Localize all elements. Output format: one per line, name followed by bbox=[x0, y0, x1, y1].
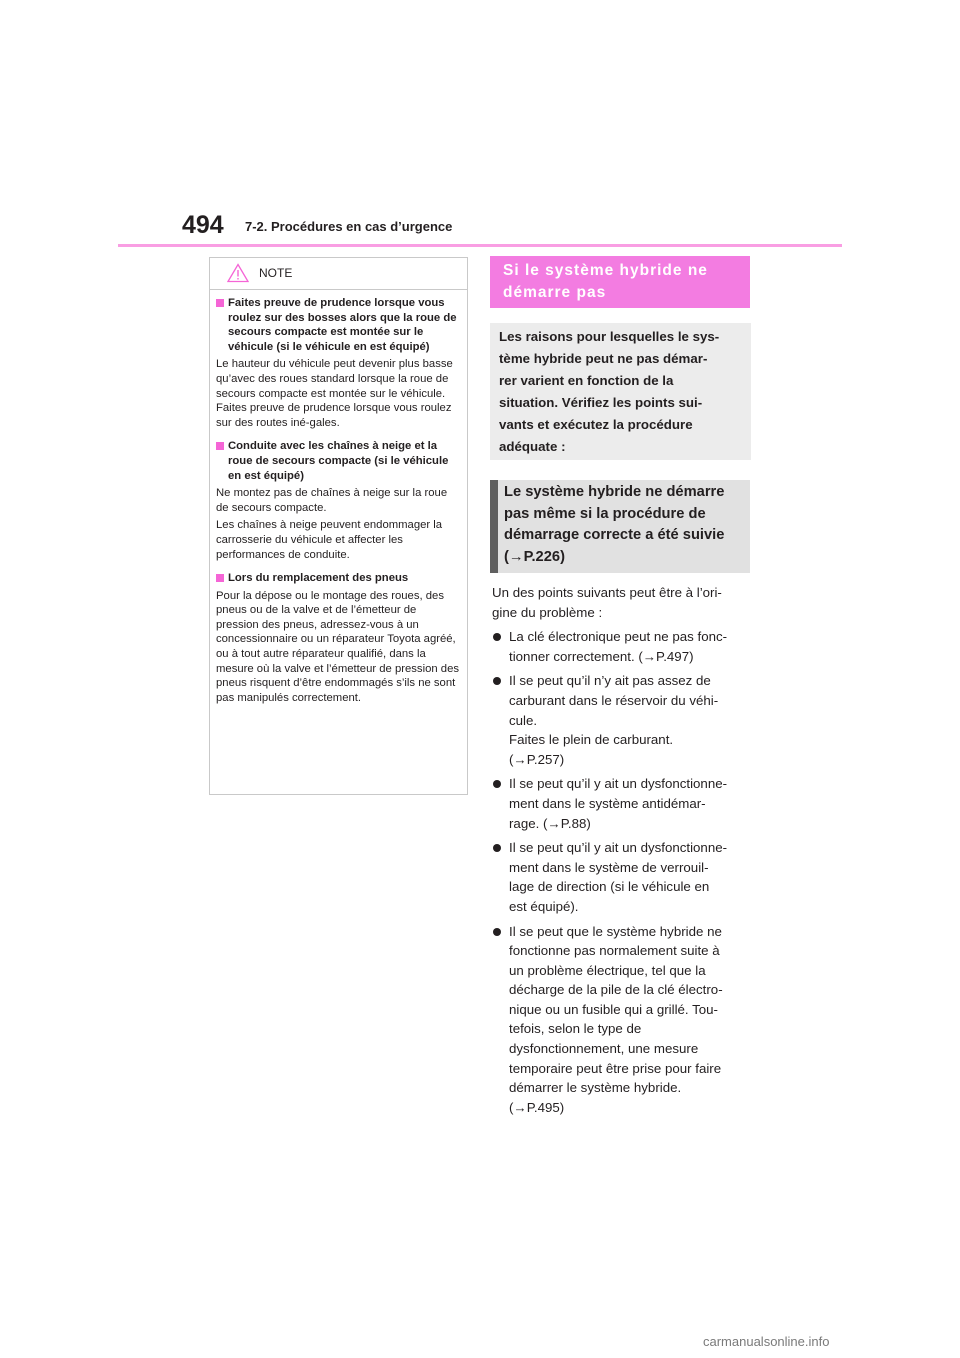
subsection-title-line: Le système hybride ne démarre bbox=[504, 484, 725, 500]
section-title bbox=[490, 256, 750, 308]
list-item-line: rage. (→P.88) bbox=[509, 815, 591, 831]
subsection-title-line: démarrage correcte a été suivie bbox=[504, 527, 725, 543]
square-bullet-icon bbox=[216, 574, 228, 582]
square-bullet-icon bbox=[216, 442, 228, 450]
list-item bbox=[492, 627, 754, 666]
note-paragraph: Les chaînes à neige peuvent endommager la carrosserie du véhicule et affecter les performances de conduite. bbox=[216, 519, 443, 561]
section-intro bbox=[490, 323, 751, 460]
body-column bbox=[492, 583, 754, 1122]
section-intro-line: adéquate : bbox=[499, 439, 566, 454]
subsection-title bbox=[490, 480, 750, 573]
square-bullet-icon bbox=[216, 299, 228, 307]
body-intro-line: Un des points suivants peut être à l’ori- bbox=[492, 585, 722, 600]
list-item-line: cule. bbox=[509, 712, 538, 728]
list-item-line: fonctionne pas normalement suite à bbox=[509, 943, 720, 959]
note-box bbox=[209, 257, 468, 795]
header-rule bbox=[118, 244, 842, 247]
list-item bbox=[492, 838, 754, 916]
note-paragraph: Ne montez pas de chaînes à neige sur la roue de secours compacte. bbox=[216, 487, 448, 514]
note-section-title-text: Lors du remplacement des pneus bbox=[228, 572, 409, 585]
note-section bbox=[216, 296, 461, 430]
subsection-title-line: pas même si la procédure de bbox=[504, 505, 706, 522]
list-item-line: un problème électrique, tel que la bbox=[509, 962, 706, 978]
list-item-line: ment dans le système antidémar- bbox=[509, 795, 706, 811]
list-item-line: Faites le plein de carburant. bbox=[509, 732, 674, 748]
list-item-line: lage de direction (si le véhicule en bbox=[509, 879, 710, 895]
list-item-line: dysfonctionnement, une mesure bbox=[509, 1041, 699, 1057]
subsection-title-line: (→P.226) bbox=[504, 548, 565, 565]
list-item-line: carburant dans le réservoir du véhi- bbox=[509, 692, 719, 708]
list-item bbox=[492, 671, 754, 769]
note-section bbox=[216, 439, 461, 562]
list-item-line: Il se peut qu’il n’y ait pas assez de bbox=[509, 673, 711, 689]
caution-triangle-icon bbox=[227, 263, 249, 283]
note-paragraph: Pour la dépose ou le montage des roues, des pneus ou de la valve et de l’émetteur de pression des pneus, adressez-vous à un concessionnaire ou un réparateur Toyota agréé, ou à tout autre réparateur qualifié, dans la mesure où la valve et l’émetteur de pression des pneus risquent d’être endommagés s’ils ne sont pas manipulés correctement. bbox=[216, 589, 460, 704]
list-item-line: Il se peut qu’il y ait un dysfonctionne- bbox=[509, 840, 728, 856]
list-item-line: décharge de la pile de la clé électro- bbox=[509, 982, 723, 998]
note-section-title-text: Faites preuve de prudence lorsque vous roulez sur des bosses alors que la roue de secours compacte est montée sur le véhicule (si le véhicule en est équipé) bbox=[228, 297, 457, 353]
list-item-line: Il se peut que le système hybride ne bbox=[509, 923, 722, 939]
note-body bbox=[210, 290, 467, 705]
list-item-line: tionner correctement. (→P.497) bbox=[509, 648, 694, 664]
note-section-title bbox=[216, 296, 461, 354]
section-intro-line: tème hybride peut ne pas démar- bbox=[499, 351, 708, 366]
section-intro-line: vants et exécutez la procédure bbox=[499, 417, 693, 432]
list-item-line: ment dans le système de verrouil- bbox=[509, 859, 709, 875]
cause-list bbox=[492, 627, 754, 1117]
note-section-title bbox=[216, 439, 461, 483]
watermark: carmanualsonline.info bbox=[703, 1334, 830, 1349]
list-item-line: tefois, selon le type de bbox=[509, 1021, 642, 1037]
list-item-line: démarrer le système hybride. bbox=[509, 1080, 682, 1096]
section-title-line: démarre pas bbox=[503, 284, 607, 301]
chapter-header: 7-2. Procédures en cas d’urgence bbox=[245, 219, 453, 234]
note-header bbox=[210, 258, 467, 290]
list-item-line: Il se peut qu’il y ait un dysfonctionne- bbox=[509, 776, 728, 792]
body-intro bbox=[492, 583, 754, 622]
section-title-line: Si le système hybride ne bbox=[503, 262, 708, 279]
section-intro-line: Les raisons pour lesquelles le sys- bbox=[499, 329, 720, 344]
page-number: 494 bbox=[182, 211, 224, 239]
list-item-line: (→P.495) bbox=[509, 1099, 565, 1115]
note-paragraph: Le hauteur du véhicule peut devenir plus basse qu’avec des roues standard lorsque la roue de secours compacte est montée sur le véhicule. Faites preuve de prudence lorsque vous roulez sur des routes iné-gales. bbox=[216, 358, 453, 429]
list-item-line: temporaire peut être prise pour faire bbox=[509, 1060, 722, 1076]
list-item-line: La clé électronique peut ne pas fonc- bbox=[509, 629, 728, 645]
body-intro-line: gine du problème : bbox=[492, 604, 603, 620]
list-item bbox=[492, 922, 754, 1118]
list-item-line: (→P.257) bbox=[509, 751, 565, 767]
note-section-title bbox=[216, 571, 461, 586]
list-item-line: est équipé). bbox=[509, 898, 579, 914]
note-label: NOTE bbox=[259, 266, 293, 280]
list-item-line: nique ou un fusible qui a grillé. Tou- bbox=[509, 1001, 718, 1017]
note-section-title-text: Conduite avec les chaînes à neige et la roue de secours compacte (si le véhicule en est équipé) bbox=[228, 440, 449, 482]
section-intro-line: rer varient en fonction de la bbox=[499, 373, 674, 388]
note-section bbox=[216, 571, 461, 705]
section-intro-line: situation. Vérifiez les points sui- bbox=[499, 395, 703, 410]
list-item bbox=[492, 774, 754, 833]
